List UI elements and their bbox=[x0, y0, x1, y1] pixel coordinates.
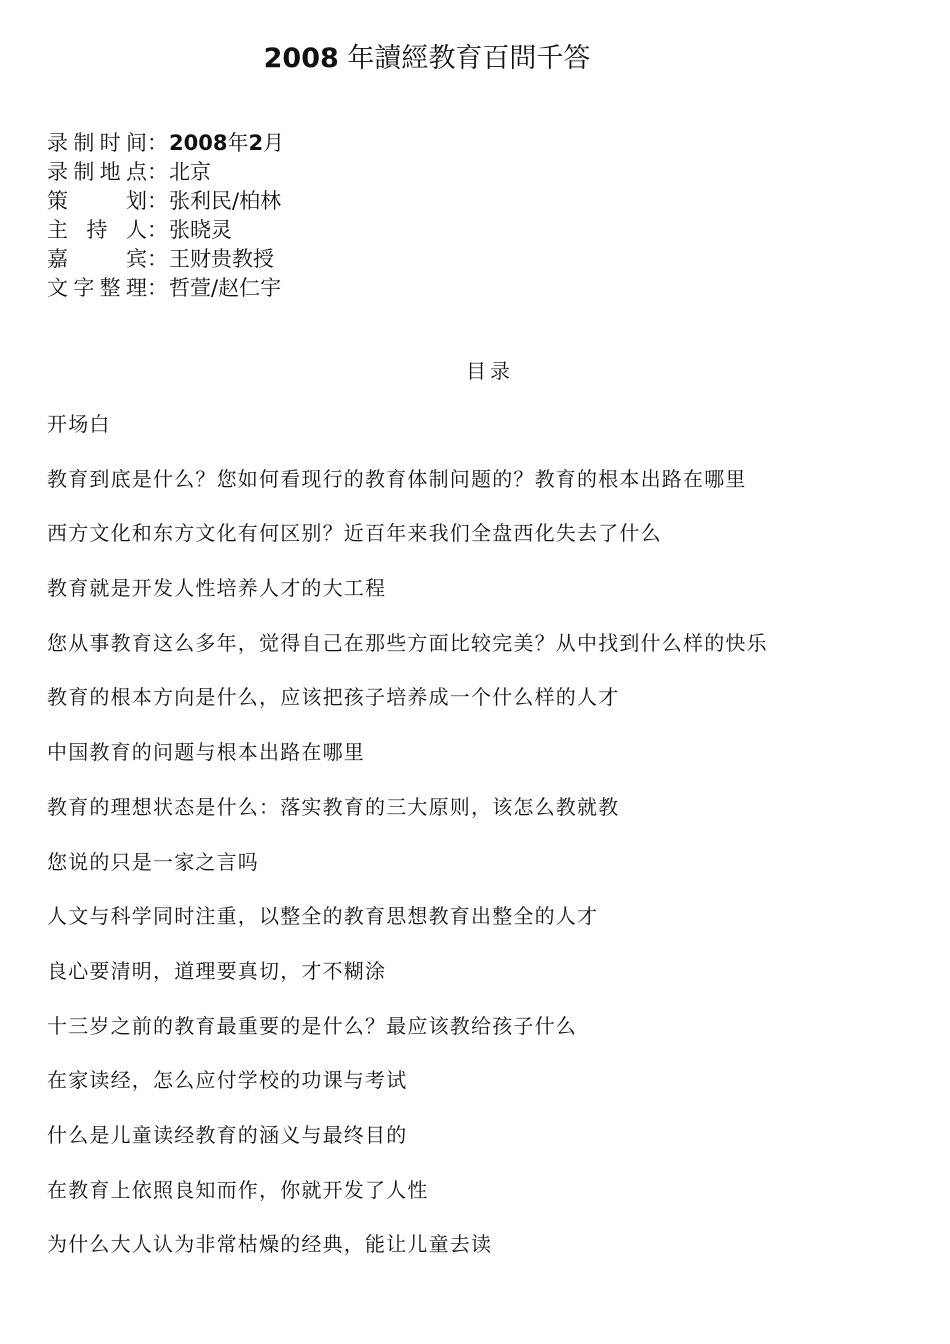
toc-item[interactable]: 开场白 bbox=[47, 412, 111, 436]
meta-label: 嘉宾 bbox=[47, 247, 147, 271]
meta-value-recording-time bbox=[169, 129, 284, 158]
toc-item[interactable]: 在教育上依照良知而作，你就开发了人性 bbox=[47, 1177, 429, 1202]
meta-colon: ： bbox=[147, 160, 168, 184]
toc-item[interactable]: 您说的只是一家之言吗 bbox=[47, 849, 259, 874]
meta-row-guest bbox=[47, 245, 284, 274]
meta-colon: ： bbox=[147, 247, 168, 271]
toc-item[interactable]: 人文与科学同时注重，以整全的教育思想教育出整全的人才 bbox=[47, 904, 599, 929]
toc-item[interactable]: 您从事教育这么多年，觉得自己在那些方面比较完美？从中找到什么样的快乐 bbox=[47, 630, 768, 655]
meta-value-year-unit: 年 bbox=[227, 131, 249, 155]
meta-label: 录制时间 bbox=[47, 131, 147, 155]
toc-item[interactable]: 十三岁之前的教育最重要的是什么？最应该教给孩子什么 bbox=[47, 1013, 577, 1038]
recording-info bbox=[47, 129, 284, 303]
title-year: 2008 bbox=[263, 43, 339, 74]
meta-colon: ： bbox=[147, 218, 168, 242]
meta-row-planner bbox=[47, 187, 284, 216]
meta-value-planner: 张利民/柏林 bbox=[169, 189, 282, 213]
toc-item[interactable]: 为什么大人认为非常枯燥的经典，能让儿童去读 bbox=[47, 1232, 493, 1257]
meta-colon: ： bbox=[147, 276, 168, 300]
meta-value-month-unit: 月 bbox=[263, 131, 285, 155]
meta-colon: ： bbox=[147, 189, 168, 213]
toc-list bbox=[47, 410, 768, 1285]
toc-item[interactable]: 教育的理想状态是什么：落实教育的三大原则，该怎么教就教 bbox=[47, 794, 620, 819]
toc-item[interactable]: 西方文化和东方文化有何区别？近百年来我们全盘西化失去了什么 bbox=[47, 521, 662, 546]
meta-label: 录制地点 bbox=[47, 160, 147, 184]
meta-row-recording-location bbox=[47, 158, 284, 187]
toc-item[interactable]: 教育的根本方向是什么，应该把孩子培养成一个什么样的人才 bbox=[47, 685, 620, 710]
meta-row-transcription bbox=[47, 274, 284, 303]
toc-heading: 目录 bbox=[466, 359, 514, 383]
toc-item[interactable]: 良心要清明，道理要真切，才不糊涂 bbox=[47, 958, 387, 983]
meta-row-host bbox=[47, 216, 284, 245]
meta-value-guest: 王财贵教授 bbox=[169, 247, 274, 271]
meta-label: 主持人 bbox=[47, 218, 147, 242]
meta-colon: ： bbox=[147, 131, 168, 155]
toc-item[interactable]: 什么是儿童读经教育的涵义与最终目的 bbox=[47, 1122, 408, 1147]
toc-item[interactable]: 在家读经，怎么应付学校的功课与考试 bbox=[47, 1068, 408, 1093]
document-title bbox=[0, 36, 854, 75]
meta-label: 文字整理 bbox=[47, 276, 147, 300]
toc-item[interactable]: 中国教育的问题与根本出路在哪里 bbox=[47, 740, 365, 765]
meta-value-host: 张晓灵 bbox=[169, 218, 232, 242]
meta-value-month: 2 bbox=[248, 131, 264, 155]
meta-value-recording-location: 北京 bbox=[169, 160, 211, 184]
meta-label: 策划 bbox=[47, 189, 147, 213]
toc-item[interactable]: 教育到底是什么？您如何看现行的教育体制问题的？教育的根本出路在哪里 bbox=[47, 466, 747, 491]
meta-row-recording-time bbox=[47, 129, 284, 158]
meta-value-year: 2008 bbox=[169, 131, 228, 155]
toc-item[interactable]: 教育就是开发人性培养人才的大工程 bbox=[47, 576, 387, 601]
meta-value-transcription: 哲萱/赵仁宇 bbox=[169, 276, 282, 300]
title-text: 年讀經教育百問千答 bbox=[347, 43, 591, 74]
